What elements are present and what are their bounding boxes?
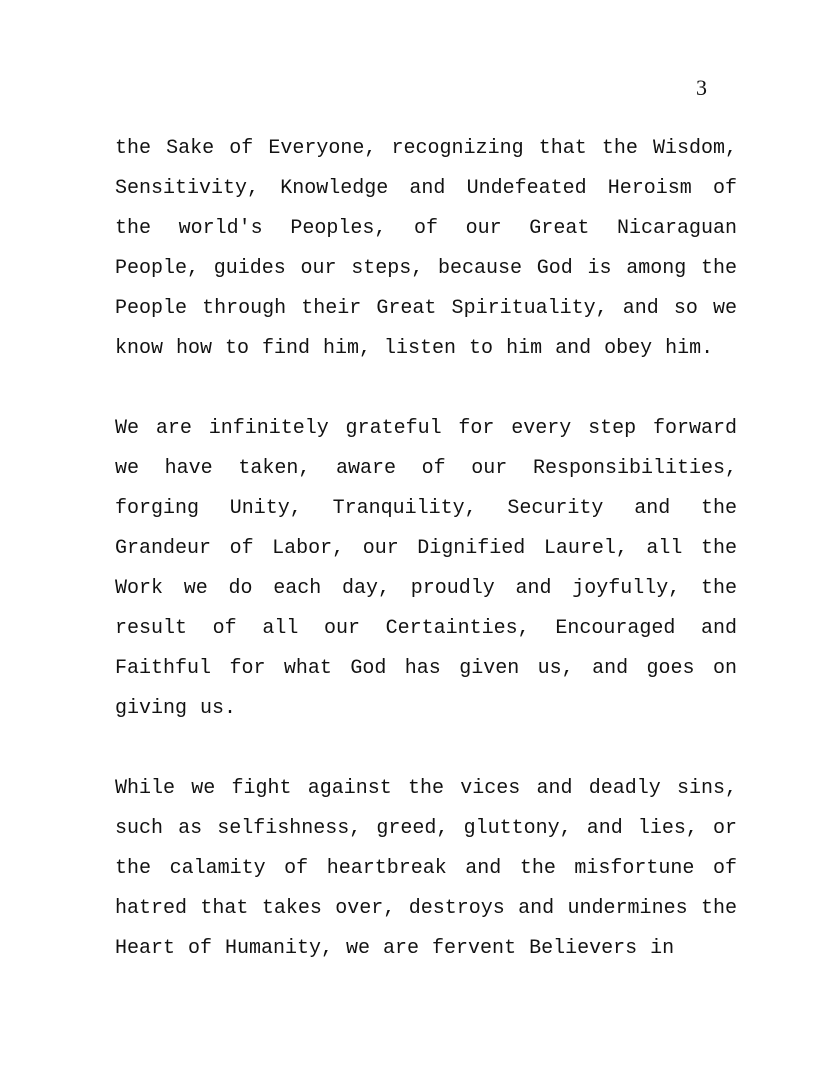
document-body (115, 129, 737, 969)
page-number: 3 (696, 75, 707, 100)
paragraph-1: the Sake of Everyone, recognizing that the Wisdom, Sensitivity, Knowledge and Undefeated Heroism of the world's Peoples, of our Great Nicaraguan People, guides our steps, because God is among the People through their Great Spirituality, and so we know how to find him, listen to him and obey him. (115, 137, 737, 360)
paragraph-2: We are infinitely grateful for every step forward we have taken, aware of our Responsibilities, forging Unity, Tranquility, Security and the Grandeur of Labor, our Dignified Laurel, all the Work we do each day, proudly and joyfully, the result of all our Certainties, Encouraged and Faithful for what God has given us, and goes on giving us. (115, 417, 737, 720)
paragraph-3: While we fight against the vices and deadly sins, such as selfishness, greed, gluttony, and lies, or the calamity of heartbreak and the misfortune of hatred that takes over, destroys and undermines the Heart of Humanity, we are fervent Believers in (115, 777, 737, 960)
